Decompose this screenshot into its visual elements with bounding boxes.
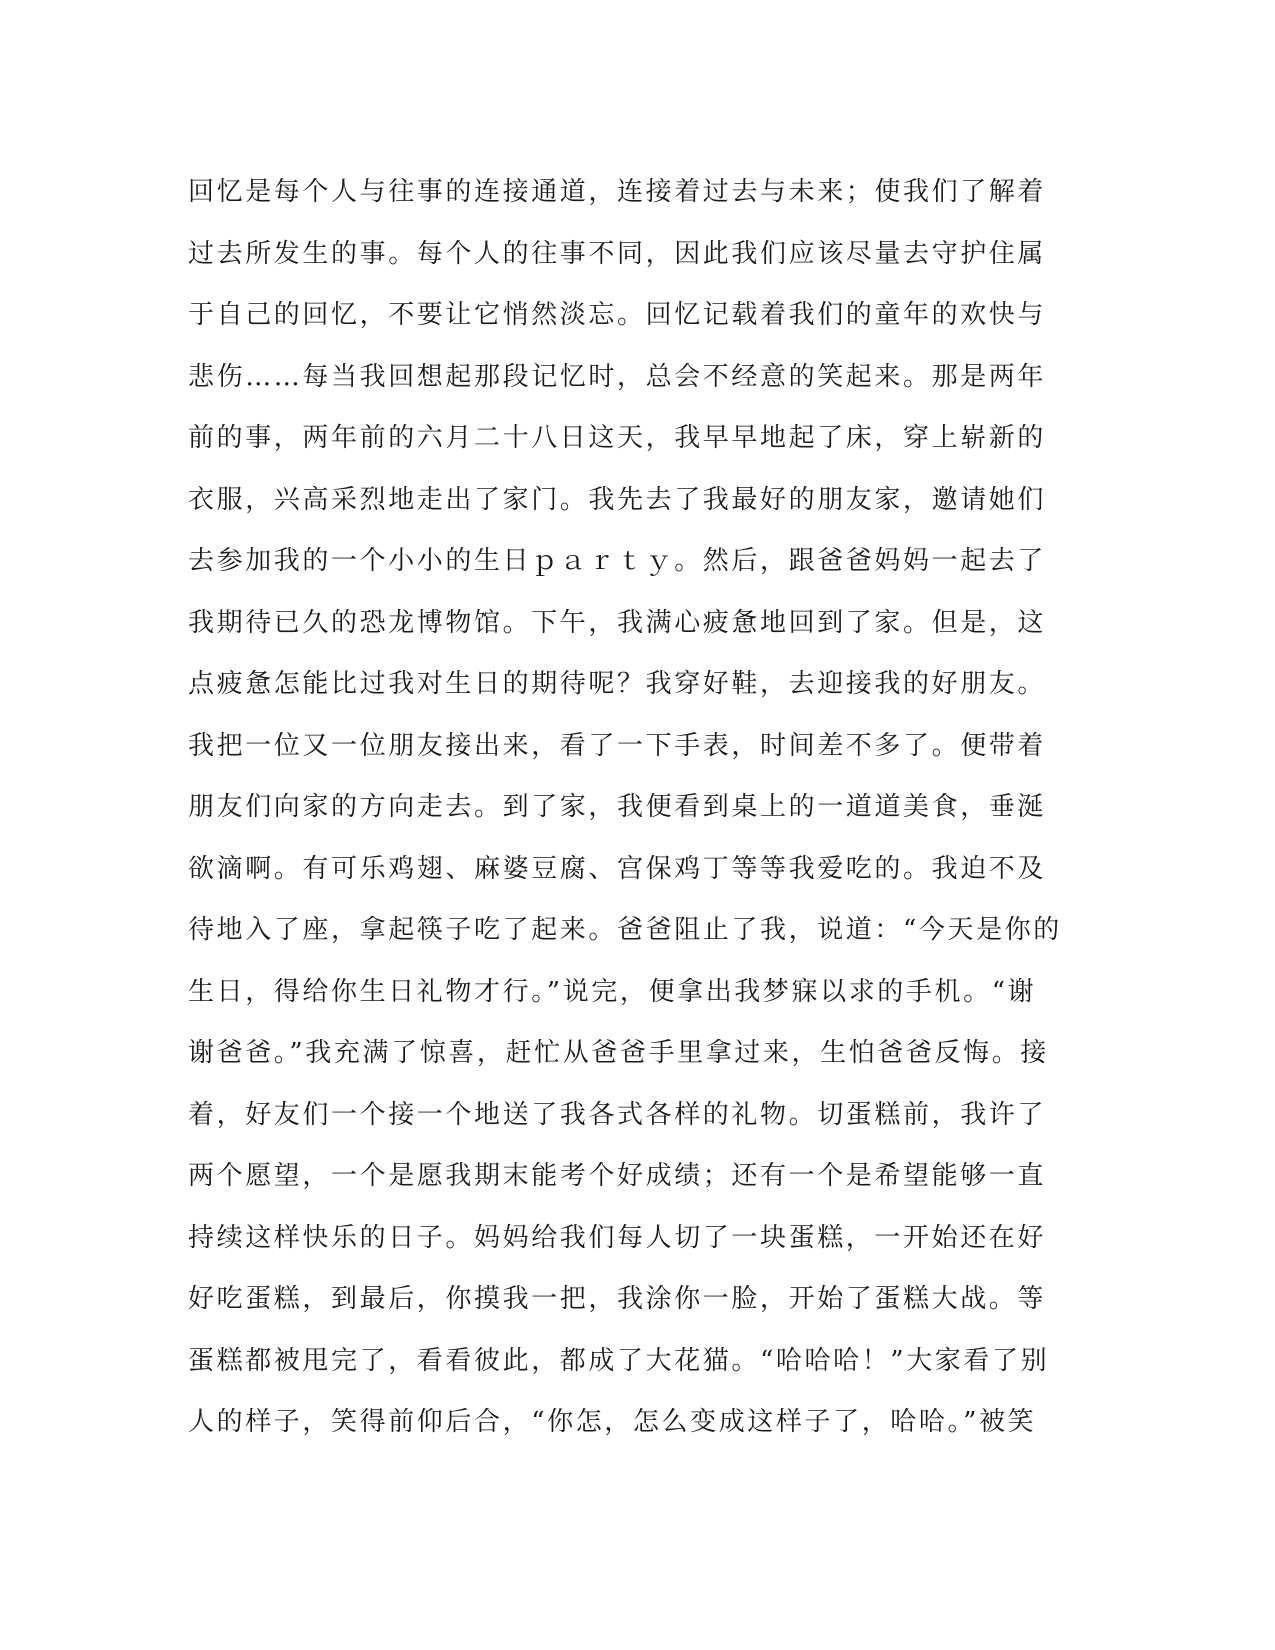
text-line: 于自己的回忆，不要让它悄然淡忘。回忆记载着我们的童年的欢快与 [188, 300, 1047, 330]
text-line: 回忆是每个人与往事的连接通道，连接着过去与未来；使我们了解着 [188, 177, 1047, 207]
text-line: 欲滴啊。有可乐鸡翅、麻婆豆腐、宫保鸡丁等等我爱吃的。我迫不及 [188, 853, 1047, 884]
text-line: 两个愿望，一个是愿我期末能考个好成绩；还有一个是希望能够一直 [188, 1161, 1047, 1191]
text-line: 前的事，两年前的六月二十八日这天，我早早地起了床，穿上崭新的 [188, 423, 1047, 453]
text-line: 蛋糕都被甩完了，看看彼此，都成了大花猫。“哈哈哈！”大家看了别 [188, 1345, 1050, 1376]
text-line: 好吃蛋糕，到最后，你摸我一把，我涂你一脸，开始了蛋糕大战。等 [188, 1284, 1047, 1314]
text-line: 生日，得给你生日礼物才行。”说完，便拿出我梦寐以求的手机。“谢 [188, 976, 1037, 1007]
text-line: 持续这样快乐的日子。妈妈给我们每人切了一块蛋糕，一开始还在好 [188, 1222, 1047, 1253]
text-line: 衣服，兴高采烈地走出了家门。我先去了我最好的朋友家，邀请她们 [188, 484, 1047, 515]
text-line: 谢爸爸。”我充满了惊喜，赶忙从爸爸手里拿过来，生怕爸爸反悔。接 [188, 1038, 1049, 1068]
text-line: 人的样子，笑得前仰后合，“你怎，怎么变成这样子了，哈哈。”被笑 [188, 1407, 1037, 1437]
text-line: 我期待已久的恐龙博物馆。下午，我满心疲惫地回到了家。但是，这 [188, 607, 1047, 638]
text-line: 我把一位又一位朋友接出来，看了一下手表，时间差不多了。便带着 [188, 730, 1047, 761]
text-line: 着，好友们一个接一个地送了我各式各样的礼物。切蛋糕前，我许了 [188, 1099, 1047, 1130]
text-line: 待地入了座，拿起筷子吃了起来。爸爸阻止了我，说道：“今天是你的 [188, 915, 1062, 945]
text-line: 过去所发生的事。每个人的往事不同，因此我们应该尽量去守护住属 [188, 238, 1047, 269]
text-line: 朋友们向家的方向走去。到了家，我便看到桌上的一道道美食，垂涎 [188, 792, 1047, 822]
text-line: 去参加我的一个小小的生日ｐａｒｔｙ。然后，跟爸爸妈妈一起去了 [188, 546, 1047, 576]
body-text [188, 162, 1088, 1454]
text-line: 点疲惫怎能比过我对生日的期待呢？我穿好鞋，去迎接我的好朋友。 [188, 669, 1047, 699]
text-line: 悲伤……每当我回想起那段记忆时，总会不经意的笑起来。那是两年 [188, 361, 1047, 392]
